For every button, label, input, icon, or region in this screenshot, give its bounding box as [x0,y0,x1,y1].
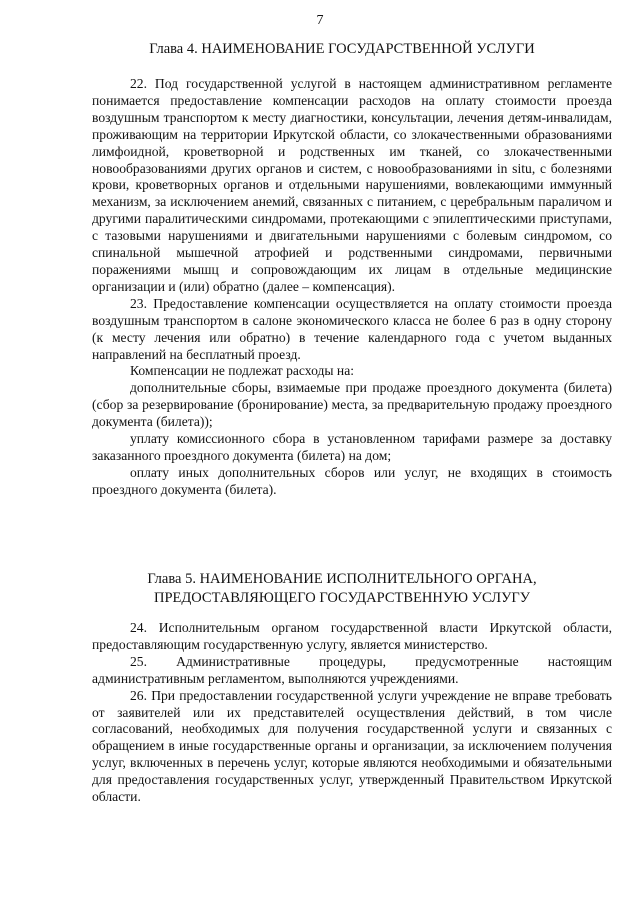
paragraph-23: 23. Предоставление компенсации осуществляется на оплату стоимости проезда воздушным транспортом в салоне экономического класса не более 6 раз в одну сторону (к месту лечения или обратно) в течение календарного года с учетом выданных направлений на бесплатный проезд. [92,295,612,362]
page-number: 7 [316,13,324,28]
paragraph-26: 26. При предоставлении государственной услуги учреждение не вправе требовать от заявителей или их представителей осуществления действий, в том числе согласований, необходимых для получения государственной услуги и связанных с обращением в иные государственные органы и организации, за исключением получения услуг, включенных в перечень услуг, которые являются необходимыми и обязательными для предоставления государственных услуг, утвержденный Правительством Иркутской области. [92,687,612,805]
paragraph-exclusion-other: оплату иных дополнительных сборов или услуг, не входящих в стоимость проездного документа (билета). [92,464,612,497]
chapter-5-heading [92,570,592,608]
chapter-5-heading-line-2: ПРЕДОСТАВЛЯЮЩЕГО ГОСУДАРСТВЕННУЮ УСЛУГУ [153,590,531,606]
paragraph-22: 22. Под государственной услугой в настоящем административном регламенте понимается предоставление компенсации расходов на оплату стоимости проезда воздушным транспортом к месту диагностики, консультации, лечения детям-инвалидам, проживающим на территории Иркутской области, со злокачественными образованиями лимфоидной, кроветворной и родственных им тканей, со злокачественными новообразованиями других органов и систем, с новообразованиями in situ, с болезнями крови, кроветворных органов и отдельными нарушениями, вовлекающими иммунный механизм, за исключением анемий, связанных с питанием, с церебральным параличом и другими паралитическими синдромами, протекающими с эпилептическими приступами, с тазовыми нарушениями и двигательными нарушениями с болевым синдромом, со спинальной мышечной атрофией и родственными синдромами, первичными поражениями мышц и сопровождающим их лицам в отдельные медицинские организации и (или) обратно (далее – компенсация). [92,76,612,294]
chapter-4-heading: Глава 4. НАИМЕНОВАНИЕ ГОСУДАРСТВЕННОЙ УСЛУГИ [149,41,535,57]
chapter-5-heading-line-1: Глава 5. НАИМЕНОВАНИЕ ИСПОЛНИТЕЛЬНОГО ОРГАНА, [147,571,537,587]
paragraph-exclusion-fees: дополнительные сборы, взимаемые при продаже проездного документа (билета) (сбор за резервирование (бронирование) места, за предварительную продажу проездного документа (билета)); [92,380,612,430]
chapter-4-body [92,76,612,499]
paragraph-25: 25. Административные процедуры, предусмотренные настоящим административным регламентом, выполняются учреждениями. [92,653,612,686]
paragraph-exclusions-intro: Компенсации не подлежат расходы на: [130,363,355,379]
paragraph-exclusion-commission: уплату комиссионного сбора в установленном тарифами размере за доставку заказанного проездного документа (билета) на дом; [92,431,612,463]
chapter-5-body [92,620,612,806]
paragraph-24: 24. Исполнительным органом государственной власти Иркутской области, предоставляющим государственную услугу, является министерство. [92,620,612,652]
